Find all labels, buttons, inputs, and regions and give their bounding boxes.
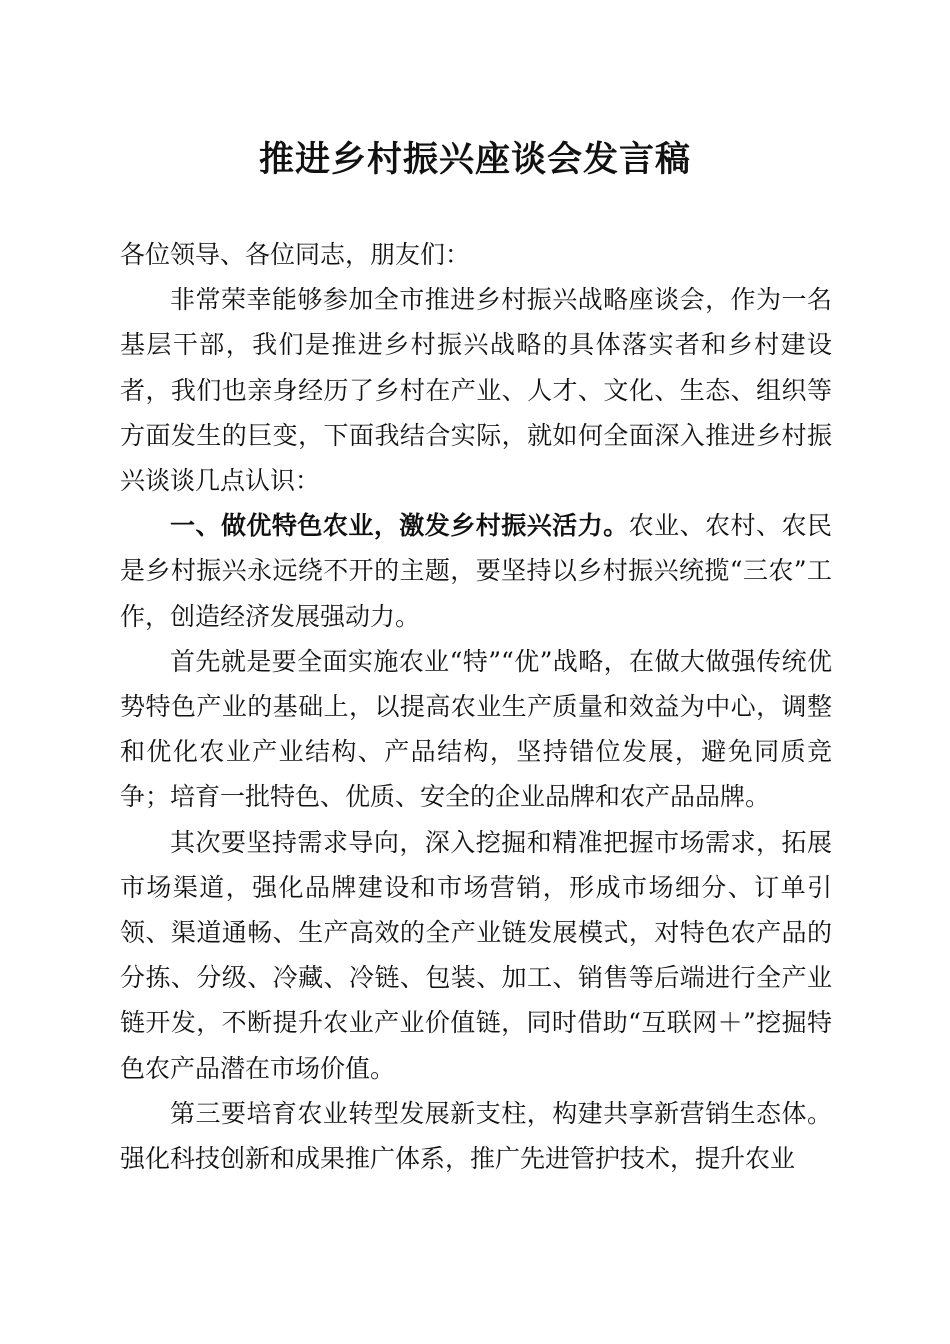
section-heading: 一、做优特色农业，激发乡村振兴活力。	[170, 511, 629, 541]
document-body	[120, 232, 832, 1181]
paragraph-text: 第三要培育农业转型发展新支柱，构建共享新营销生态体。强化科技创新和成果推广体系，推广先进管护技术，提升农业	[120, 1098, 832, 1174]
paragraph-second-point	[120, 820, 832, 1091]
document-title: 推进乡村振兴座谈会发言稿	[258, 139, 691, 180]
paragraph-text: 非常荣幸能够参加全市推进乡村振兴战略座谈会，作为一名基层干部，我们是推进乡村振兴战略的具体落实者和乡村建设者，我们也亲身经历了乡村在产业、人才、文化、生态、组织等方面发生的巨变，下面我结合实际，就如何全面深入推进乡村振兴谈谈几点认识：	[120, 285, 832, 496]
paragraph-third-point	[120, 1091, 832, 1181]
paragraph-intro	[120, 277, 832, 503]
paragraph-text: 其次要坚持需求导向，深入挖掘和精准把握市场需求，拓展市场渠道，强化品牌建设和市场营销，形成市场细分、订单引领、渠道通畅、生产高效的全产业链发展模式，对特色农产品的分拣、分级、冷藏、冷链、包装、加工、销售等后端进行全产业链开发，不断提升农业产业价值链，同时借助“互联网＋”挖掘特色农产品潜在市场价值。	[120, 827, 832, 1083]
salutation: 各位领导、各位同志，朋友们：	[120, 240, 471, 269]
paragraph-first-point	[120, 639, 832, 820]
paragraph-section-one	[120, 503, 832, 639]
paragraph-text: 农业、农村、农民是乡村振兴永远绕不开的主题，要坚持以乡村振兴统揽“三农”工作，创造经济发展强动力。	[120, 511, 832, 631]
paragraph-text: 首先就是要全面实施农业“特”“优”战略，在做大做强传统优势特色产业的基础上，以提高农业生产质量和效益为中心，调整和优化农业产业结构、产品结构，坚持错位发展，避免同质竞争；培育一批特色、优质、安全的企业品牌和农产品品牌。	[120, 646, 832, 812]
